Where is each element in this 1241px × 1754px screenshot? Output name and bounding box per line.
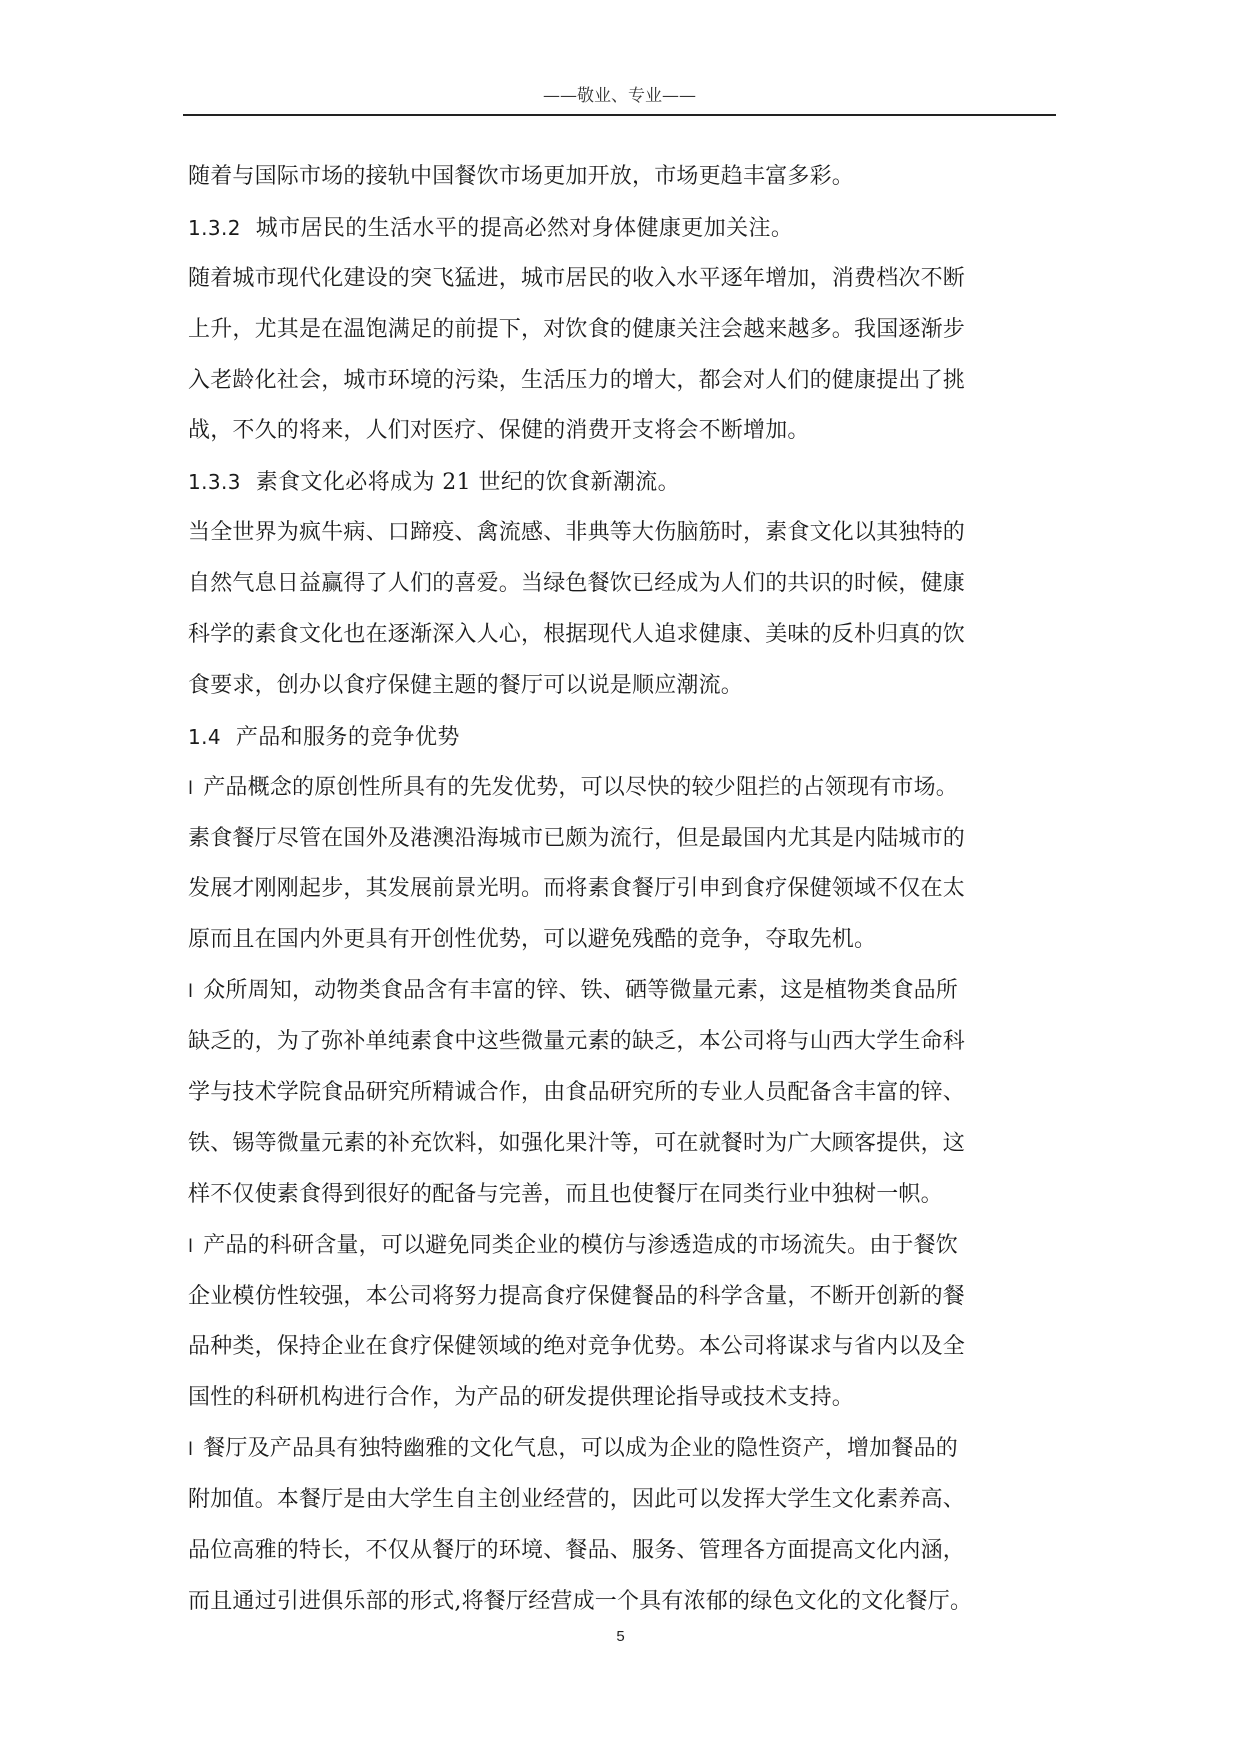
line-text: 自然气息日益赢得了人们的喜爱。当绿色餐饮已经成为人们的共识的时候，健康 — [188, 571, 966, 597]
line-text: 国性的科研机构进行合作，为产品的研发提供理论指导或技术支持。 — [188, 1385, 855, 1411]
line-text: 品位高雅的特长，不仅从餐厅的环境、餐品、服务、管理各方面提高文化内涵， — [188, 1538, 966, 1564]
paragraph-line — [188, 406, 1058, 457]
line-text: 企业模仿性较强，本公司将努力提高食疗保健餐品的科学含量，不断开创新的餐 — [188, 1283, 966, 1309]
paragraph-line — [188, 1068, 1058, 1119]
line-text: 原而且在国内外更具有开创性优势，可以避免残酷的竞争，夺取先机。 — [188, 927, 877, 953]
line-text: 铁、锡等微量元素的补充饮料，如强化果汁等，可在就餐时为广大顾客提供，这 — [188, 1130, 966, 1156]
line-text: 随着与国际市场的接轨中国餐饮市场更加开放，市场更趋丰富多彩。 — [188, 164, 855, 189]
paragraph-line — [188, 1119, 1058, 1170]
line-text: 品种类，保持企业在食疗保健领域的绝对竞争优势。本公司将谋求与省内以及全 — [188, 1334, 966, 1360]
section-heading — [188, 457, 1058, 508]
line-text: 附加值。本餐厅是由大学生自主创业经营的，因此可以发挥大学生文化素养高、 — [188, 1487, 966, 1513]
line-text: 素食餐厅尽管在国外及港澳沿海城市已颇为流行，但是最国内尤其是内陆城市的 — [188, 825, 966, 851]
line-text: 食要求，创办以食疗保健主题的餐厅可以说是顺应潮流。 — [188, 672, 744, 698]
line-text: 随着城市现代化建设的突飞猛进，城市居民的收入水平逐年增加，消费档次不断 — [188, 265, 966, 291]
paragraph-line — [188, 152, 1058, 203]
line-text: 学与技术学院食品研究所精诚合作，由食品研究所的专业人员配备含丰富的锌、 — [188, 1080, 966, 1106]
paragraph-line — [188, 1017, 1058, 1068]
line-text: 科学的素食文化也在逐渐深入人心，根据现代人追求健康、美味的反朴归真的饮 — [188, 622, 966, 648]
bullet-marker: l — [188, 981, 194, 1003]
paragraph-line — [188, 508, 1058, 559]
paragraph-line — [188, 1322, 1058, 1373]
line-text: 产品的科研含量，可以避免同类企业的模仿与渗透造成的市场流失。由于餐饮 — [203, 1232, 959, 1258]
line-text: 入老龄化社会，城市环境的污染，生活压力的增大，都会对人们的健康提出了挑 — [188, 367, 966, 393]
paragraph-line — [188, 864, 1058, 915]
bullet-marker: l — [188, 777, 194, 799]
line-text: 素食文化必将成为 21 世纪的饮食新潮流。 — [255, 470, 681, 496]
line-text: 餐厅及产品具有独特幽雅的文化气息，可以成为企业的隐性资产，增加餐品的 — [203, 1436, 959, 1462]
paragraph-line — [188, 356, 1058, 407]
line-text: 城市居民的生活水平的提高必然对身体健康更加关注。 — [255, 215, 794, 241]
paragraph-line — [188, 559, 1058, 610]
document-body — [188, 152, 1058, 1628]
bullet-paragraph-line — [188, 1221, 1058, 1272]
line-text: 当全世界为疯牛病、口蹄疫、禽流感、非典等大伤脑筋时，素食文化以其独特的 — [188, 520, 966, 546]
paragraph-line — [188, 915, 1058, 966]
paragraph-line — [188, 814, 1058, 865]
paragraph-line — [188, 1373, 1058, 1424]
line-text: 样不仅使素食得到很好的配备与完善，而且也使餐厅在同类行业中独树一帜。 — [188, 1181, 943, 1207]
paragraph-line — [188, 1577, 1058, 1628]
line-text: 缺乏的，为了弥补单纯素食中这些微量元素的缺乏，本公司将与山西大学生命科 — [188, 1029, 966, 1055]
section-heading — [188, 203, 1058, 254]
line-text: 上升，尤其是在温饱满足的前提下，对饮食的健康关注会越来越多。我国逐渐步 — [188, 316, 966, 342]
line-text: 众所周知，动物类食品含有丰富的锌、铁、硒等微量元素，这是植物类食品所 — [203, 978, 959, 1004]
paragraph-line — [188, 1475, 1058, 1526]
page-header: ——敬业、专业—— — [543, 86, 696, 106]
paragraph-line — [188, 254, 1058, 305]
paragraph-line — [188, 1170, 1058, 1221]
line-text: 而且通过引进俱乐部的形式,将餐厅经营成一个具有浓郁的绿色文化的文化餐厅。 — [188, 1588, 973, 1614]
paragraph-line — [188, 610, 1058, 661]
bullet-marker: l — [188, 1439, 194, 1461]
bullet-paragraph-line — [188, 1424, 1058, 1475]
section-number: 1.4 — [188, 724, 222, 749]
paragraph-line — [188, 1272, 1058, 1323]
section-number: 1.3.2 — [188, 215, 241, 240]
paragraph-line — [188, 661, 1058, 712]
bullet-paragraph-line — [188, 966, 1058, 1017]
paragraph-line — [188, 305, 1058, 356]
section-number: 1.3.3 — [188, 470, 241, 495]
line-text: 产品和服务的竞争优势 — [235, 724, 460, 750]
paragraph-line — [188, 1526, 1058, 1577]
section-heading — [188, 712, 1058, 763]
bullet-marker: l — [188, 1235, 194, 1257]
line-text: 产品概念的原创性所具有的先发优势，可以尽快的较少阻拦的占领现有市场。 — [203, 774, 959, 800]
line-text: 战，不久的将来，人们对医疗、保健的消费开支将会不断增加。 — [188, 418, 810, 444]
header-divider — [183, 114, 1056, 116]
line-text: 发展才刚刚起步，其发展前景光明。而将素食餐厅引申到食疗保健领域不仅在太 — [188, 876, 966, 902]
page-number: 5 — [616, 1628, 625, 1645]
bullet-paragraph-line — [188, 763, 1058, 814]
